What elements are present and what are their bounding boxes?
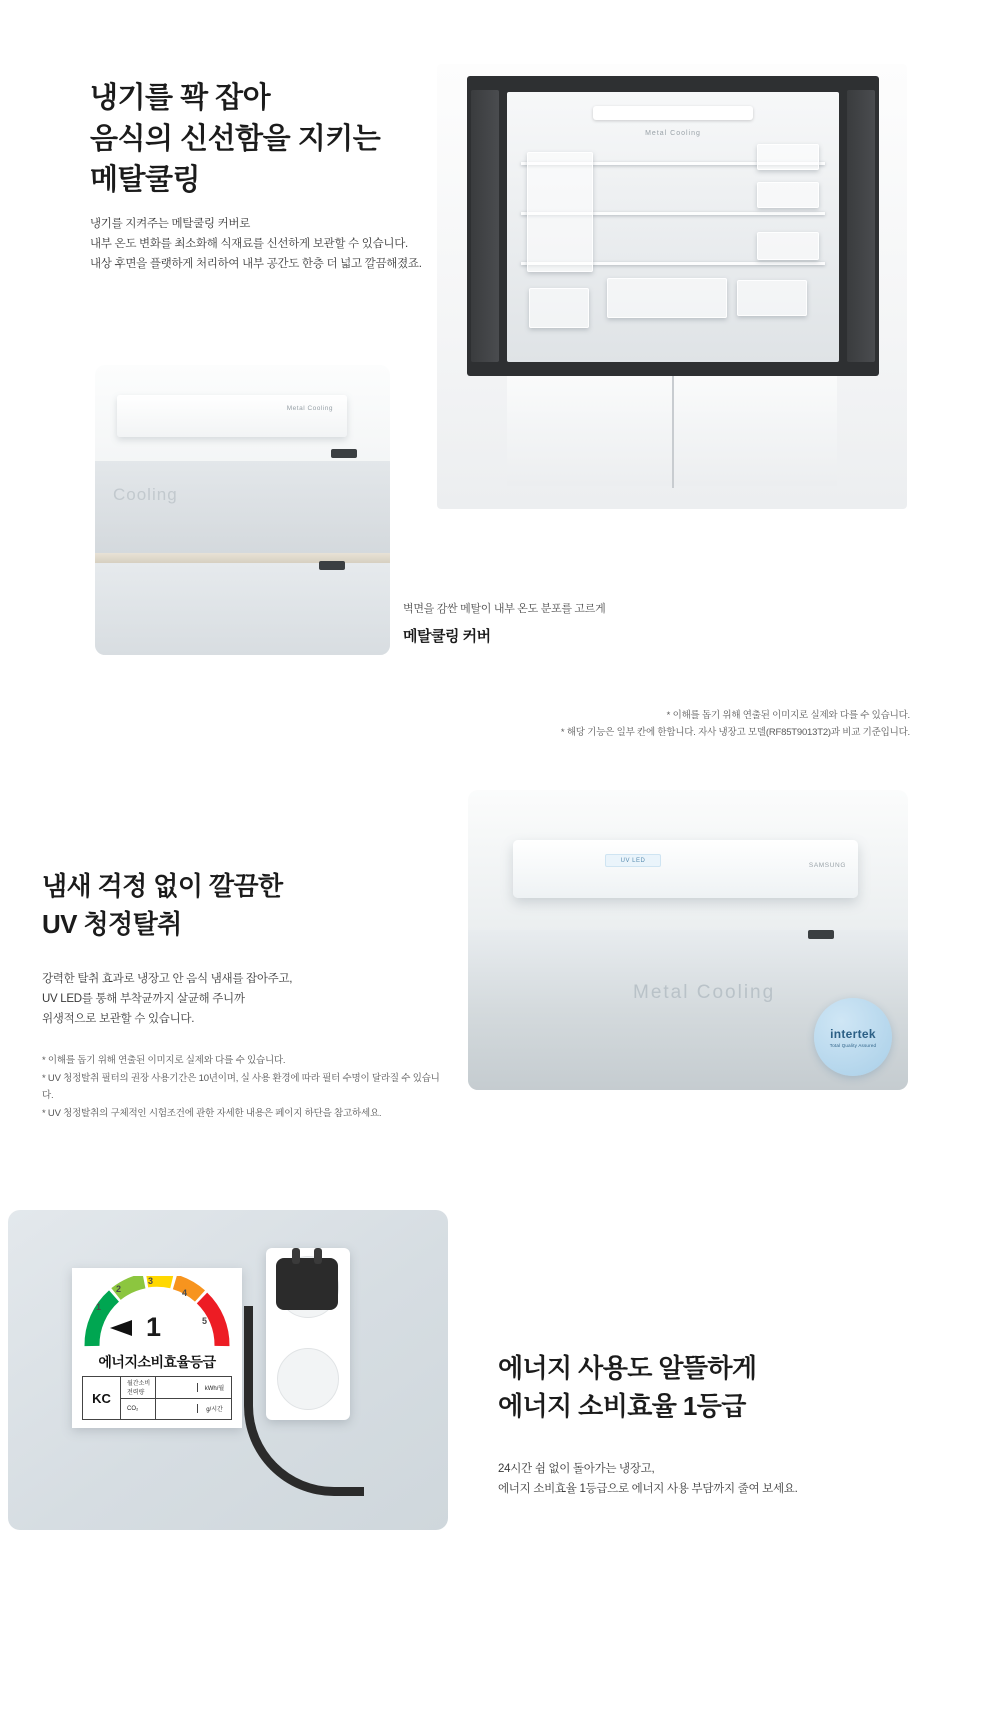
grade-tick-3: 3 bbox=[148, 1276, 154, 1286]
row-label: 월간소비전력량 bbox=[127, 1381, 151, 1397]
row-unit: kWh/월 bbox=[197, 1383, 231, 1392]
energy-efficiency-label bbox=[72, 1268, 242, 1428]
cover-caption-small: 벽면을 감싼 메탈이 내부 온도 분포를 고르게 bbox=[403, 603, 606, 615]
section-metal-cooling bbox=[0, 0, 1000, 790]
description-line-3: 내상 후면을 플랫하게 처리하여 내부 공간도 한층 더 넓고 깔끔해졌죠. bbox=[90, 257, 422, 270]
footnote-2: * 해당 기능은 일부 칸에 한합니다. 자사 냉장고 모델(RF85T9013T2)과 비교 기준입니다. bbox=[560, 726, 910, 738]
uv-description bbox=[42, 970, 422, 1029]
cover-caption bbox=[403, 600, 753, 646]
metal-panel-lower bbox=[95, 563, 390, 655]
power-plug bbox=[276, 1258, 338, 1310]
energy-description bbox=[498, 1460, 918, 1500]
refrigerator-body bbox=[467, 76, 879, 376]
energy-heading-line-1: 에너지 사용도 알뜰하게 bbox=[498, 1353, 757, 1383]
metal-panel-upper bbox=[95, 461, 390, 553]
energy-label-title: 에너지소비효율등급 bbox=[98, 1354, 216, 1370]
left-door bbox=[471, 90, 499, 362]
heading-line-3: 메탈쿨링 bbox=[90, 164, 201, 197]
shelf-handle bbox=[808, 930, 834, 939]
row-value bbox=[155, 1377, 197, 1398]
metal-cooling-cover bbox=[117, 395, 347, 437]
right-door bbox=[847, 90, 875, 362]
table-row bbox=[121, 1377, 231, 1399]
crisper-drawer bbox=[529, 288, 589, 328]
grade-tick-4: 4 bbox=[182, 1288, 188, 1298]
energy-description-line-2: 에너지 소비효율 1등급으로 에너지 사용 부담까지 줄여 보세요. bbox=[498, 1482, 798, 1495]
power-cable bbox=[244, 1306, 364, 1496]
shelf-handle bbox=[319, 561, 345, 570]
energy-heading bbox=[498, 1350, 918, 1425]
plug-prong bbox=[314, 1248, 322, 1264]
uv-footnote-1: * 이해를 돕기 위해 연출된 이미지로 실제와 다를 수 있습니다. bbox=[42, 1055, 286, 1066]
metal-panel-divider bbox=[95, 553, 390, 563]
uv-description-line-1: 강력한 탈취 효과로 냉장고 안 음식 냄새를 잡아주고, bbox=[42, 973, 293, 985]
uv-deodorizer-image bbox=[468, 790, 908, 1090]
door-bin bbox=[757, 144, 819, 170]
door-bin bbox=[757, 182, 819, 208]
uv-description-line-2: UV LED를 통해 부착균까지 살균해 주니까 bbox=[42, 992, 245, 1005]
metal-cooling-description bbox=[90, 215, 430, 274]
uv-footnotes bbox=[42, 1052, 442, 1122]
lower-door-gap bbox=[672, 376, 674, 488]
uv-filter-unit bbox=[513, 840, 858, 898]
intertek-name: intertek bbox=[830, 1026, 876, 1041]
section-uv-deodorizer bbox=[0, 790, 1000, 1210]
uv-heading-line-1: 냄새 걱정 없이 깔끔한 bbox=[42, 871, 283, 901]
uv-heading bbox=[42, 868, 442, 943]
section-energy-efficiency bbox=[0, 1210, 1000, 1630]
intertek-tagline: Total Quality Assured bbox=[829, 1042, 877, 1048]
plug-prong bbox=[292, 1248, 300, 1264]
refrigerator-interior bbox=[507, 92, 839, 362]
metal-cooling-text: Metal Cooling bbox=[633, 982, 776, 1003]
energy-label-table bbox=[82, 1376, 232, 1420]
interior-metal-cooling-label: Metal Cooling bbox=[645, 130, 701, 137]
cover-label: Metal Cooling bbox=[286, 405, 333, 412]
metal-cooling-heading bbox=[90, 78, 450, 202]
description-line-1: 냉기를 지켜주는 메탈쿨링 커버로 bbox=[90, 218, 251, 230]
energy-description-line-1: 24시간 쉼 없이 돌아가는 냉장고, bbox=[498, 1463, 655, 1475]
crisper-drawer bbox=[737, 280, 807, 316]
door-bin bbox=[757, 232, 819, 260]
table-row bbox=[121, 1399, 231, 1420]
heading-line-2: 음식의 신선함을 지키는 bbox=[90, 123, 381, 156]
grade-tick-5: 5 bbox=[202, 1316, 208, 1326]
crisper-drawer bbox=[607, 278, 727, 318]
shelf-handle bbox=[331, 449, 357, 458]
row-unit: g/시간 bbox=[197, 1404, 231, 1413]
grade-tick-2: 2 bbox=[116, 1284, 122, 1294]
uv-heading-line-2: UV 청정탈취 bbox=[42, 908, 182, 939]
uv-description-line-3: 위생적으로 보관할 수 있습니다. bbox=[42, 1012, 195, 1025]
heading-line-1: 냉기를 꽉 잡아 bbox=[90, 82, 271, 114]
cover-caption-large: 메탈쿨링 커버 bbox=[403, 628, 491, 645]
uv-led-badge: UV LED bbox=[605, 854, 661, 867]
uv-footnote-3: * UV 청정탈취의 구체적인 시험조건에 관한 자세한 내용은 페이지 하단을 참고하세요. bbox=[42, 1107, 382, 1119]
footnote-1: * 이해를 돕기 위해 연출된 이미지로 실제와 다를 수 있습니다. bbox=[666, 710, 910, 721]
section1-footnotes bbox=[561, 708, 910, 741]
selected-grade: 1 bbox=[146, 1312, 162, 1342]
kc-mark: KC bbox=[83, 1377, 121, 1419]
interior-top-light bbox=[593, 106, 753, 120]
metal-cooling-cover-closeup bbox=[95, 365, 390, 655]
grade-pointer-icon bbox=[110, 1320, 132, 1336]
uv-footnote-2: * UV 청정탈취 필터의 권장 사용기간은 10년이며, 실 사용 환경에 따라 필터 수명이 달라질 수 있습니다. bbox=[42, 1072, 440, 1102]
row-value bbox=[155, 1399, 197, 1420]
energy-heading-line-2: 에너지 소비효율 1등급 bbox=[498, 1390, 746, 1421]
energy-label-image bbox=[8, 1210, 448, 1530]
brand-logo: SAMSUNG bbox=[808, 862, 846, 869]
intertek-seal bbox=[814, 998, 892, 1076]
closeup-watermark: Cooling bbox=[113, 485, 178, 504]
door-bin bbox=[527, 152, 593, 272]
refrigerator-open-image bbox=[437, 64, 907, 509]
description-line-2: 내부 온도 변화를 최소화해 식재료를 신선하게 보관할 수 있습니다. bbox=[90, 237, 408, 250]
grade-tick-1: 1 bbox=[96, 1302, 102, 1312]
row-label: CO₂ bbox=[127, 1405, 139, 1412]
